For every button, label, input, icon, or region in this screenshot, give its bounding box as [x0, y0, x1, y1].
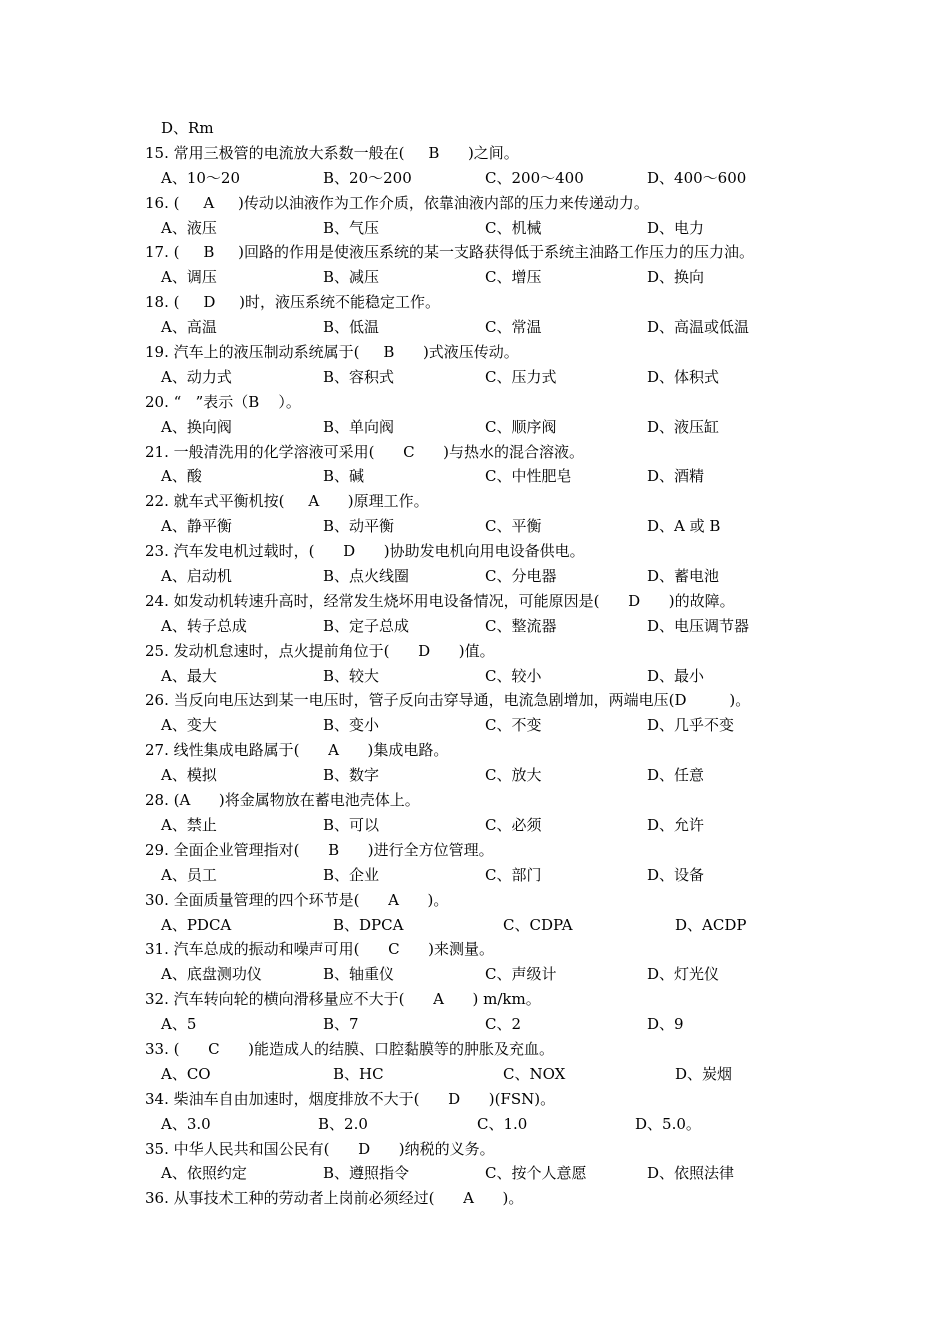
option-c[interactable]: C、按个人意愿: [485, 1164, 587, 1183]
options-row: [0, 216, 950, 241]
options-row: [0, 863, 950, 888]
option-c[interactable]: C、压力式: [485, 367, 557, 386]
option-d[interactable]: D、最小: [647, 666, 705, 685]
option-d[interactable]: D、几乎不变: [647, 716, 735, 735]
option-c[interactable]: C、部门: [485, 865, 542, 884]
option-c[interactable]: C、中性肥皂: [485, 467, 572, 486]
option-b[interactable]: B、较大: [323, 666, 380, 685]
option-b[interactable]: B、HC: [333, 1064, 384, 1083]
option-b[interactable]: B、变小: [323, 716, 380, 735]
option-b[interactable]: B、DPCA: [333, 915, 404, 934]
option-d[interactable]: D、酒精: [647, 467, 705, 486]
options-row: [0, 763, 950, 788]
option-a[interactable]: A、换向阀: [161, 417, 232, 436]
option-d[interactable]: D、灯光仪: [647, 965, 720, 984]
option-a[interactable]: A、10～20: [161, 168, 241, 187]
options-row: [0, 1112, 950, 1137]
option-b[interactable]: B、20～200: [323, 168, 412, 187]
option-d[interactable]: D、9: [647, 1015, 684, 1034]
question-text: 19. 汽车上的液压制动系统属于( B )式液压传动。: [145, 343, 519, 362]
option-b[interactable]: B、单向阀: [323, 417, 395, 436]
options-row: [0, 365, 950, 390]
question-text: 21. 一般清洗用的化学溶液可采用( C )与热水的混合溶液。: [145, 442, 585, 461]
question-text: 18. ( D )时，液压系统不能稳定工作。: [145, 293, 441, 312]
option-c[interactable]: C、200～400: [485, 168, 584, 187]
option-b[interactable]: B、企业: [323, 865, 380, 884]
option-a[interactable]: A、调压: [161, 268, 217, 287]
option-b[interactable]: B、动平衡: [323, 517, 395, 536]
option-c[interactable]: C、顺序阀: [485, 417, 557, 436]
question-text: 22. 就车式平衡机按( A )原理工作。: [145, 492, 429, 511]
options-row: [0, 962, 950, 987]
option-d[interactable]: D、电压调节器: [647, 616, 750, 635]
option-a[interactable]: A、静平衡: [161, 517, 232, 536]
option-a[interactable]: A、底盘测功仪: [161, 965, 262, 984]
options-row: [0, 813, 950, 838]
option-d[interactable]: D、A 或 B: [647, 517, 721, 536]
option-c[interactable]: C、NOX: [503, 1064, 566, 1083]
option-a[interactable]: A、最大: [161, 666, 217, 685]
options-row: [0, 564, 950, 589]
option-d[interactable]: D、依照法律: [647, 1164, 735, 1183]
option-a[interactable]: A、转子总成: [161, 616, 247, 635]
option-a[interactable]: A、5: [161, 1015, 197, 1034]
option-a[interactable]: A、液压: [161, 218, 217, 237]
question-text: 16. ( A )传动以油液作为工作介质，依靠油液内部的压力来传递动力。: [145, 193, 649, 212]
question-list: [0, 116, 950, 1211]
option-c[interactable]: C、平衡: [485, 517, 542, 536]
option-b[interactable]: B、气压: [323, 218, 380, 237]
option-a[interactable]: A、变大: [161, 716, 217, 735]
option-a[interactable]: A、禁止: [161, 815, 217, 834]
option-d[interactable]: D、5.0。: [635, 1114, 701, 1133]
option-c[interactable]: C、分电器: [485, 567, 557, 586]
question-text: 26. 当反向电压达到某一电压时，管子反向击穿导通，电流急剧增加，两端电压(D )。: [145, 691, 751, 710]
option-a[interactable]: A、动力式: [161, 367, 232, 386]
option-b[interactable]: B、2.0: [318, 1114, 368, 1133]
options-row: [0, 514, 950, 539]
options-row: [0, 315, 950, 340]
option-c[interactable]: C、整流器: [485, 616, 557, 635]
option-a[interactable]: A、模拟: [161, 766, 217, 785]
option-a[interactable]: A、PDCA: [161, 915, 232, 934]
option-b[interactable]: B、数字: [323, 766, 380, 785]
option-b[interactable]: B、容积式: [323, 367, 395, 386]
question-text: 31. 汽车总成的振动和噪声可用( C )来测量。: [145, 940, 495, 959]
option-a[interactable]: A、酸: [161, 467, 202, 486]
question-text: 17. ( B )回路的作用是使液压系统的某一支路获得低于系统主油路工作压力的压力油。: [145, 243, 755, 262]
question-text: 25. 发动机怠速时，点火提前角位于( D )值。: [145, 641, 495, 660]
option-d[interactable]: D、炭烟: [675, 1064, 733, 1083]
option-a[interactable]: A、高温: [161, 318, 217, 337]
option-a[interactable]: A、3.0: [161, 1114, 211, 1133]
question-text: 35. 中华人民共和国公民有( D )纳税的义务。: [145, 1139, 495, 1158]
option-d[interactable]: D、设备: [647, 865, 705, 884]
options-row: [0, 664, 950, 689]
options-row: [0, 166, 950, 191]
question-text: 32. 汽车转向轮的横向滑移量应不大于( A ) m/km。: [145, 990, 541, 1009]
question-text: 33. ( C )能造成人的结膜、口腔黏膜等的肿胀及充血。: [145, 1039, 555, 1058]
question-text: 30. 全面质量管理的四个环节是( A )。: [145, 890, 449, 909]
option-d[interactable]: D、电力: [647, 218, 705, 237]
leading-option: [0, 116, 950, 141]
option-b[interactable]: B、可以: [323, 815, 380, 834]
option-c[interactable]: C、必须: [485, 815, 542, 834]
option-c[interactable]: C、声级计: [485, 965, 557, 984]
option-c[interactable]: C、较小: [485, 666, 542, 685]
option-b[interactable]: B、碱: [323, 467, 365, 486]
options-row: [0, 1062, 950, 1087]
options-row: [0, 1012, 950, 1037]
option-d[interactable]: D、允许: [647, 815, 705, 834]
options-row: [0, 1161, 950, 1186]
option-c[interactable]: C、放大: [485, 766, 542, 785]
option-d[interactable]: D、液压缸: [647, 417, 720, 436]
question-text: 23. 汽车发电机过载时，( D )协助发电机向用电设备供电。: [145, 542, 585, 561]
option-b[interactable]: B、轴重仪: [323, 965, 395, 984]
options-row: [0, 913, 950, 938]
option-d[interactable]: D、体积式: [647, 367, 720, 386]
option-b[interactable]: B、定子总成: [323, 616, 410, 635]
option-b[interactable]: B、低温: [323, 318, 380, 337]
question-text: 27. 线性集成电路属于( A )集成电路。: [145, 741, 449, 760]
question-text: 34. 柴油车自由加速时，烟度排放不大于( D )(FSN)。: [145, 1089, 556, 1108]
option-d[interactable]: D、400～600: [647, 168, 747, 187]
question-text: 15. 常用三极管的电流放大系数一般在( B )之间。: [145, 143, 519, 162]
option-d[interactable]: D、蓄电池: [647, 567, 720, 586]
option-d[interactable]: D、ACDP: [675, 915, 747, 934]
option-d[interactable]: D、换向: [647, 268, 705, 287]
option-a[interactable]: A、依照约定: [161, 1164, 247, 1183]
option-b[interactable]: B、7: [323, 1015, 359, 1034]
option-c[interactable]: C、不变: [485, 716, 542, 735]
options-row: [0, 415, 950, 440]
options-row: [0, 614, 950, 639]
option-a[interactable]: A、启动机: [161, 567, 232, 586]
options-row: [0, 464, 950, 489]
option-c[interactable]: C、常温: [485, 318, 542, 337]
option-d[interactable]: D、高温或低温: [647, 318, 750, 337]
option-c[interactable]: C、CDPA: [503, 915, 573, 934]
option-c[interactable]: C、1.0: [477, 1114, 528, 1133]
option-a[interactable]: A、员工: [161, 865, 217, 884]
question-text: 36. 从事技术工种的劳动者上岗前必须经过( A )。: [145, 1189, 524, 1208]
options-row: [0, 713, 950, 738]
question-text: 28. (A )将金属物放在蓄电池壳体上。: [145, 791, 420, 810]
question-text: 29. 全面企业管理指对( B )进行全方位管理。: [145, 840, 494, 859]
question-text: 24. 如发动机转速升高时，经常发生烧坏用电设备情况，可能原因是( D )的故障。: [145, 591, 735, 610]
option-b[interactable]: B、遵照指令: [323, 1164, 410, 1183]
option-c[interactable]: C、增压: [485, 268, 542, 287]
option-c[interactable]: C、2: [485, 1015, 522, 1034]
option-b[interactable]: B、减压: [323, 268, 380, 287]
question-text: 20. “ ”表示（B ）。: [145, 392, 301, 411]
option-b[interactable]: B、点火线圈: [323, 567, 410, 586]
option-a[interactable]: A、CO: [161, 1064, 211, 1083]
options-row: [0, 265, 950, 290]
option-c[interactable]: C、机械: [485, 218, 542, 237]
option-text: D、Rm: [161, 119, 214, 137]
option-d[interactable]: D、任意: [647, 766, 705, 785]
